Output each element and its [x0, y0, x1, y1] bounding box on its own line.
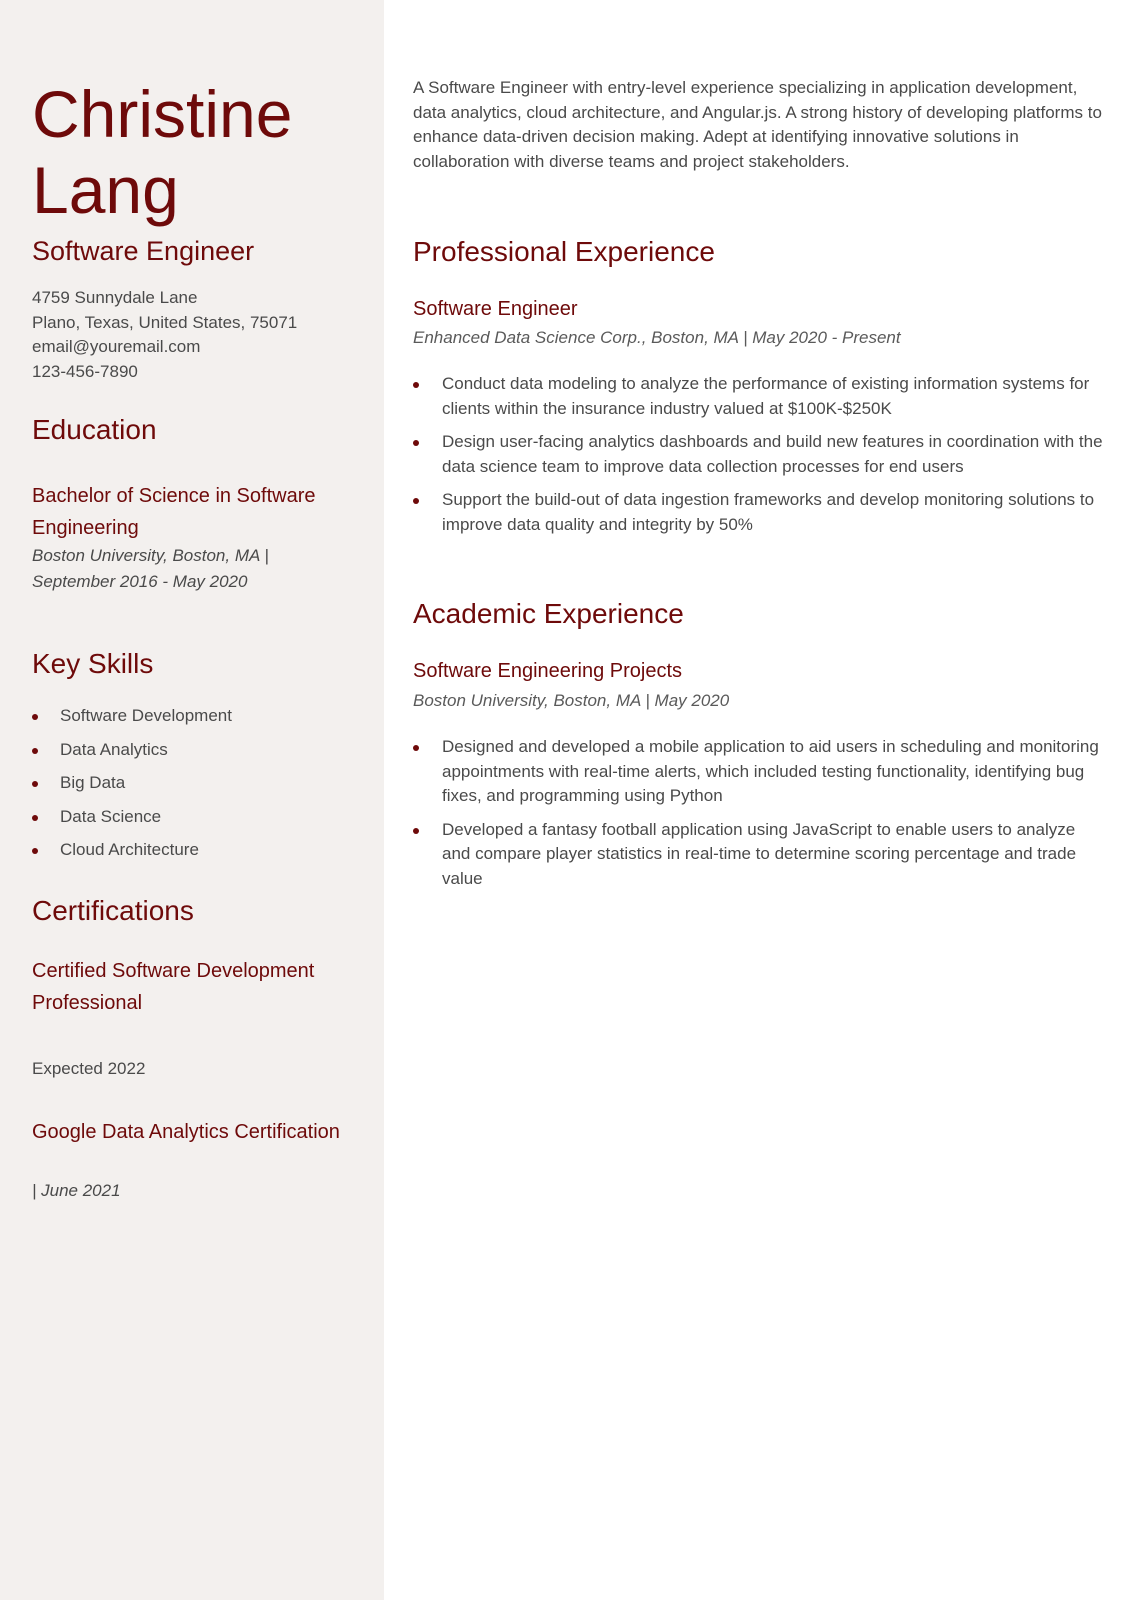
certifications-heading: Certifications [32, 895, 194, 926]
list-item: Design user-facing analytics dashboards and build new features in coordination with the data science team to improve data collection processes for end users [413, 430, 1103, 479]
skill-item: Data Analytics [32, 738, 232, 772]
candidate-name [32, 76, 372, 228]
education-meta [32, 543, 312, 595]
certification-date: | June 2021 [32, 1181, 121, 1200]
last-name: Lang [32, 153, 179, 227]
skill-item: Cloud Architecture [32, 838, 232, 872]
certification-name: Google Data Analytics Certification [32, 1121, 340, 1143]
contact-city: Plano, Texas, United States, 75071 [32, 312, 298, 332]
education-school: Boston University, Boston, MA | [32, 546, 269, 565]
skill-item: Software Development [32, 704, 232, 738]
role-meta: Boston University, Boston, MA | May 2020 [413, 691, 730, 710]
skill-item: Data Science [32, 805, 232, 839]
bullet-icon [32, 714, 38, 720]
education-dates: September 2016 - May 2020 [32, 572, 248, 591]
bullet-icon [413, 745, 419, 751]
academic-bullets [413, 735, 1103, 900]
contact-phone[interactable]: 123-456-7890 [32, 361, 138, 381]
first-name: Christine [32, 77, 293, 151]
bullet-icon [413, 382, 419, 388]
bullet-icon [32, 848, 38, 854]
professional-bullets [413, 372, 1103, 546]
job-title: Software Engineer [32, 236, 255, 266]
bullet-icon [413, 828, 419, 834]
summary: A Software Engineer with entry-level experience specializing in application development, data analytics, cloud architecture, and Angular.js. A strong history of developing platforms to enhance data-driven decision making. Adept at identifying innovative solutions in collaboration with diverse teams and project stakeholders. [413, 78, 1102, 171]
education-degree: Bachelor of Science in Software Engineering [32, 485, 316, 539]
contact-street: 4759 Sunnydale Lane [32, 288, 198, 307]
bullet-icon [413, 498, 419, 504]
certification-name: Certified Software Development Professional [32, 960, 315, 1014]
academic-experience-heading: Academic Experience [413, 598, 684, 629]
bullet-icon [32, 748, 38, 754]
list-item: Conduct data modeling to analyze the performance of existing information systems for clients within the insurance industry valued at $100K-$250K [413, 372, 1103, 421]
contact-info [32, 286, 297, 384]
education-heading: Education [32, 414, 157, 445]
skill-item: Big Data [32, 771, 232, 805]
certification-date: Expected 2022 [32, 1059, 146, 1078]
skills-heading: Key Skills [32, 648, 154, 679]
bullet-icon [32, 781, 38, 787]
professional-experience-heading: Professional Experience [413, 236, 715, 267]
contact-email[interactable]: email@youremail.com [32, 337, 201, 356]
list-item: Developed a fantasy football application using JavaScript to enable users to analyze and compare player statistics in real-time to determine scoring percentage and trade value [413, 818, 1103, 892]
skills-list [32, 704, 232, 872]
list-item: Designed and developed a mobile application to aid users in scheduling and monitoring appointments with real-time alerts, which included testing functionality, identifying bug fixes, and programming using Python [413, 735, 1103, 809]
role-title: Software Engineer [413, 298, 578, 320]
bullet-icon [32, 815, 38, 821]
bullet-icon [413, 440, 419, 446]
list-item: Support the build-out of data ingestion frameworks and develop monitoring solutions to improve data quality and integrity by 50% [413, 488, 1103, 537]
role-meta: Enhanced Data Science Corp., Boston, MA | May 2020 - Present [413, 328, 901, 347]
role-title: Software Engineering Projects [413, 660, 683, 682]
